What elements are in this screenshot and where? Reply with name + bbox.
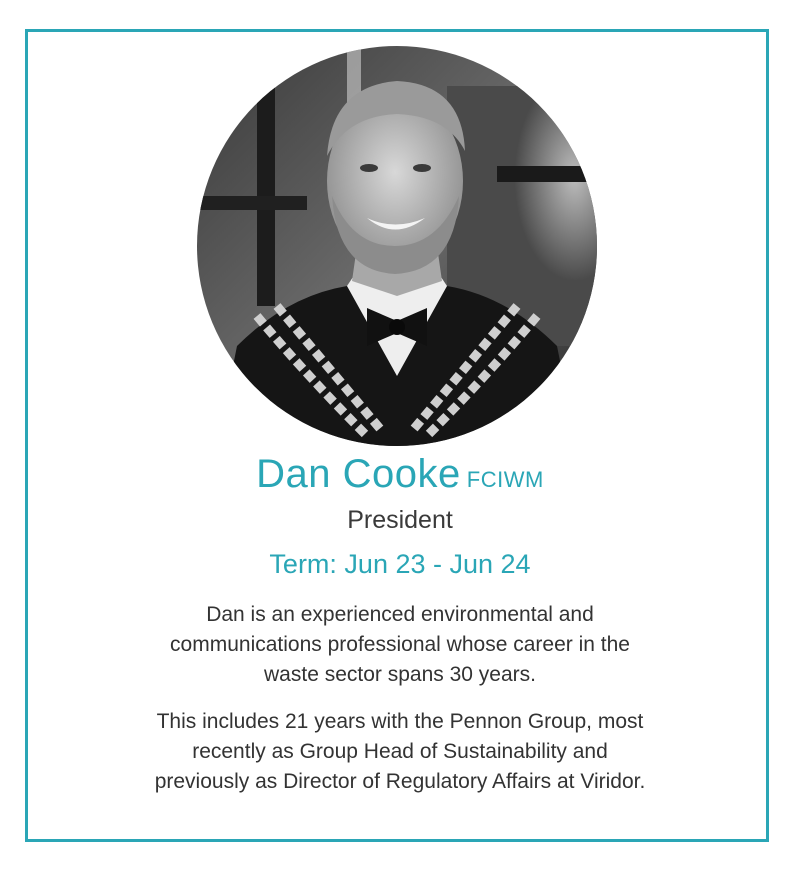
bio-line: communications professional whose career in the: [170, 633, 630, 656]
bio-line: previously as Director of Regulatory Affairs at Viridor.: [154, 770, 646, 793]
person-name: Dan Cooke: [256, 452, 461, 496]
portrait-illustration: [197, 46, 597, 446]
term-dates: Term: Jun 23 - Jun 24: [269, 549, 531, 579]
bio-paragraph-1: [80, 600, 720, 690]
bio-line: waste sector spans 30 years.: [264, 663, 536, 686]
bio-line: This includes 21 years with the Pennon Group, most: [156, 710, 644, 733]
name-heading: [0, 452, 800, 497]
bio-paragraph-2: [80, 707, 720, 797]
profile-photo: [197, 46, 597, 446]
role-title: President: [347, 506, 453, 534]
bio-line: recently as Group Head of Sustainability and: [192, 740, 608, 763]
postnominal-letters: FCIWM: [466, 467, 544, 492]
bio-line: Dan is an experienced environmental and: [206, 603, 594, 626]
